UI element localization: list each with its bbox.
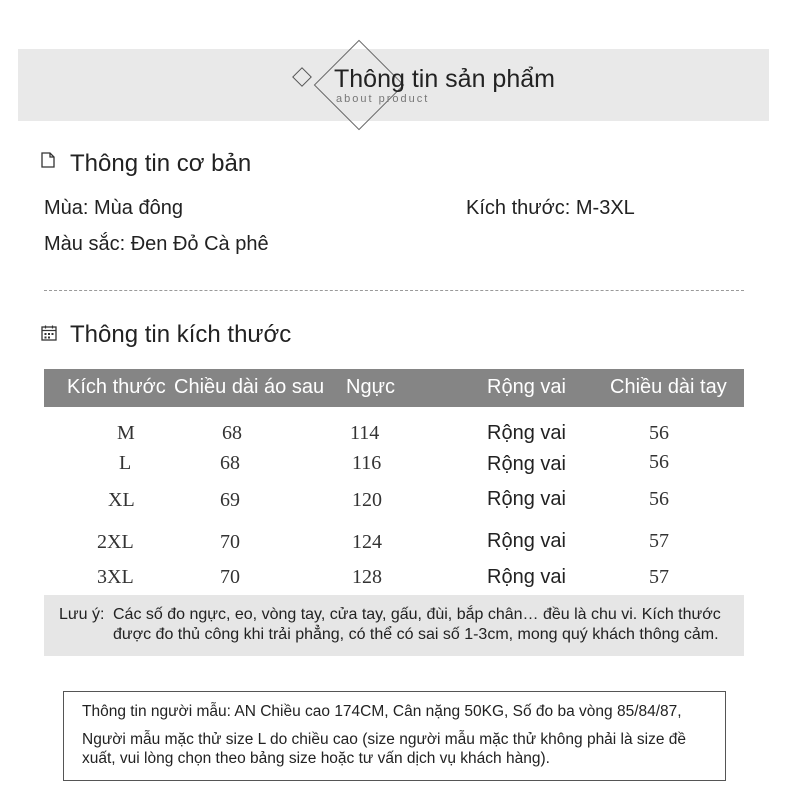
column-header: Kích thước bbox=[67, 376, 166, 398]
size-info-title: Thông tin kích thước bbox=[70, 321, 292, 348]
note-label: Lưu ý: bbox=[59, 606, 105, 623]
table-cell: 69 bbox=[220, 489, 240, 511]
table-cell: 56 bbox=[649, 451, 669, 473]
season-text: Mùa: Mùa đông bbox=[44, 197, 183, 219]
table-cell: 70 bbox=[220, 566, 240, 588]
size-range-text: Kích thước: M-3XL bbox=[466, 197, 635, 219]
table-cell: 70 bbox=[220, 531, 240, 553]
table-cell: L bbox=[119, 452, 132, 474]
table-cell: 56 bbox=[649, 422, 669, 444]
table-cell: 57 bbox=[649, 566, 669, 588]
note-text-line: Các số đo ngực, eo, vòng tay, cửa tay, gấu, đùi, bắp chân… đều là chu vi. Kích thước bbox=[113, 606, 721, 623]
size-table-body bbox=[44, 407, 744, 595]
table-cell: 116 bbox=[352, 452, 382, 474]
table-cell: M bbox=[117, 422, 135, 444]
table-cell: Rộng vai bbox=[487, 530, 566, 552]
note-text-line: được đo thủ công khi trải phẳng, có thể có sai số 1-3cm, mong quý khách thông cảm. bbox=[113, 626, 719, 643]
table-cell: 120 bbox=[352, 489, 382, 511]
document-icon bbox=[41, 152, 55, 168]
table-cell: Rộng vai bbox=[487, 422, 566, 444]
model-info-line: Thông tin người mẫu: AN Chiều cao 174CM, Cân nặng 50KG, Số đo ba vòng 85/84/87, bbox=[82, 703, 682, 720]
model-info-line: xuất, vui lòng chọn theo bảng size hoặc tư vấn dịch vụ khách hàng). bbox=[82, 750, 550, 767]
table-cell: 57 bbox=[649, 530, 669, 552]
column-header: Ngực bbox=[346, 376, 395, 398]
page-subtitle: about product bbox=[336, 93, 430, 105]
table-cell: Rộng vai bbox=[487, 453, 566, 475]
basic-info-title: Thông tin cơ bản bbox=[70, 150, 252, 177]
model-info-line: Người mẫu mặc thử size L do chiều cao (size người mẫu mặc thử không phải là size đề bbox=[82, 731, 687, 748]
table-cell: 2XL bbox=[97, 531, 134, 553]
table-cell: 114 bbox=[350, 422, 380, 444]
column-header: Rộng vai bbox=[487, 376, 566, 398]
calendar-icon bbox=[41, 325, 57, 341]
table-cell: 128 bbox=[352, 566, 382, 588]
table-cell: 3XL bbox=[97, 566, 134, 588]
column-header: Chiều dài áo sau bbox=[174, 376, 325, 398]
table-cell: 68 bbox=[220, 452, 240, 474]
page-title: Thông tin sản phẩm bbox=[334, 65, 555, 93]
table-cell: Rộng vai bbox=[487, 566, 566, 588]
colors-text: Màu sắc: Đen Đỏ Cà phê bbox=[44, 233, 269, 255]
table-cell: 68 bbox=[222, 422, 242, 444]
column-header: Chiều dài tay bbox=[610, 376, 727, 398]
table-cell: 124 bbox=[352, 531, 382, 553]
section-divider bbox=[44, 290, 744, 291]
table-cell: 56 bbox=[649, 488, 669, 510]
table-cell: XL bbox=[108, 489, 135, 511]
table-cell: Rộng vai bbox=[487, 488, 566, 510]
